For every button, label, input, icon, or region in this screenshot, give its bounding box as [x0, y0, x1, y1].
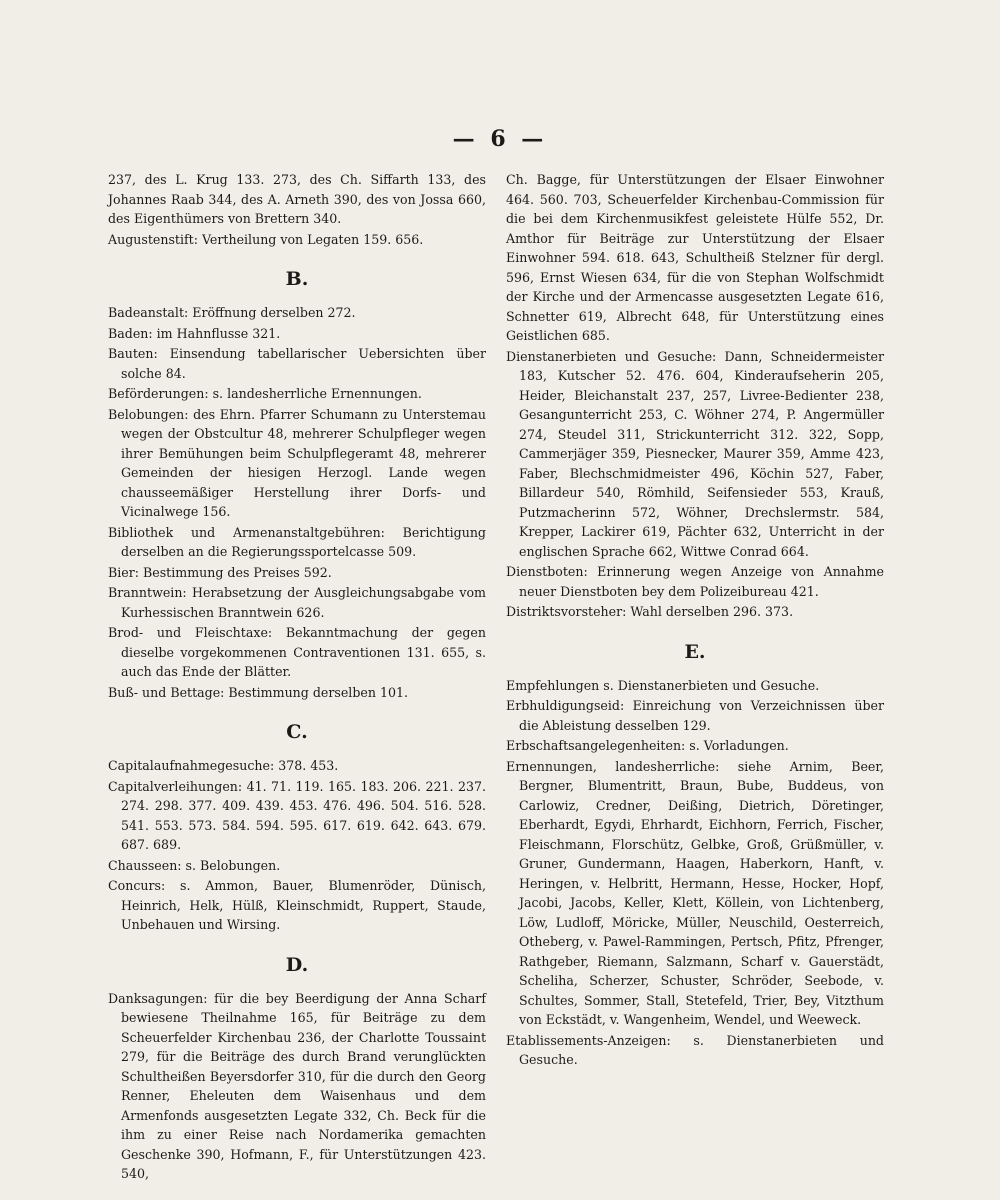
index-entry: Dienstboten: Erinnerung wegen Anzeige von Annahme neuer Dienstboten bey dem Polizeibureau 421.	[506, 564, 884, 599]
index-entry: Concurs: s. Ammon, Bauer, Blumenröder, Dünisch, Heinrich, Helk, Hülß, Kleinschmidt, Ruppert, Staude, Unbehauen und Wirsing.	[108, 878, 486, 932]
index-entry: Erbhuldigungseid: Einreichung von Verzeichnissen über die Ableistung desselben 129.	[506, 698, 884, 733]
index-entry: Brod- und Fleischtaxe: Bekanntmachung der gegen dieselbe vorgekommenen Contraventionen 131. 655, s. auch das Ende der Blätter.	[108, 625, 486, 679]
page-number: — 6 —	[452, 126, 548, 152]
index-entry: Bauten: Einsendung tabellarischer Uebersichten über solche 84.	[108, 346, 486, 381]
index-entry: Augustenstift: Vertheilung von Legaten 159. 656.	[108, 231, 424, 247]
section-letter: D.	[285, 953, 309, 976]
left-column	[108, 170, 486, 1185]
index-entry: Chausseen: s. Belobungen.	[108, 857, 281, 873]
index-entry: 237, des L. Krug 133. 273, des Ch. Siffarth 133, des Johannes Raab 344, des A. Arneth 390, des von Jossa 660, des Eigenthümers von Brettern 340.	[108, 172, 486, 226]
index-entry: Empfehlungen s. Dienstanerbieten und Gesuche.	[506, 677, 820, 693]
index-entry: Bibliothek und Armenanstaltgebühren: Berichtigung derselben an die Regierungssportelcasse 509.	[108, 524, 486, 559]
index-entry: Dienstanerbieten und Gesuche: Dann, Schneidermeister 183, Kutscher 52. 476. 604, Kinderaufseherin 205, Heider, Bleichanstalt 237, 257, Livree-Bedienter 238, Gesangunterricht 253, C. Wöhner 274, P. Angermüller 274, Steudel 311, Strickunterricht 312. 322, Sopp, Cammerjäger 359, Piesnecker, Maurer 359, Amme 423, Faber, Blechschmidmeister 496, Köchin 527, Faber, Billardeur 540, Römhild, Seifensieder 553, Krauß, Putzmacherinn 572, Wöhner, Drechslermstr. 584, Krepper, Lackirer 619, Pächter 632, Unterricht in der englischen Sprache 662, Wittwe Conrad 664.	[506, 348, 884, 559]
section-letter: E.	[684, 640, 706, 663]
index-entry: Beförderungen: s. landesherrliche Ernennungen.	[108, 386, 422, 401]
section-letter: B.	[285, 268, 309, 290]
right-column	[506, 170, 884, 1071]
index-entry: Badeanstalt: Eröffnung derselben 272.	[108, 305, 356, 320]
index-entry: Buß- und Bettage: Bestimmung derselben 101.	[108, 684, 408, 700]
index-entry: Bier: Bestimmung des Preises 592.	[108, 564, 332, 580]
section-letter: C.	[286, 721, 308, 743]
index-entry: Erbschaftsangelegenheiten: s. Vorladungen.	[506, 738, 789, 753]
index-entry: Capitalverleihungen: 41. 71. 119. 165. 183. 206. 221. 237. 274. 298. 377. 409. 439. 453. 476. 496. 504. 516. 528. 541. 553. 573. 584. 594. 595. 617. 619. 642. 643. 679. 687. 689.	[108, 778, 486, 852]
index-entry: Belobungen: des Ehrn. Pfarrer Schumann zu Unterstemau wegen der Obstcultur 48, mehrerer Schulpfleger wegen ihrer Bemühungen beim Schulpflegeramt 48, mehrerer Gemeinden der hiesigen Herzogl. Lande wegen chausseemäßiger Herstellung ihrer Dorfs- und Vicinalwege 156.	[108, 406, 486, 519]
index-entry: Etablissements-Anzeigen: s. Dienstanerbieten und Gesuche.	[506, 1032, 884, 1067]
index-entry: Distriktsvorsteher: Wahl derselben 296. 373.	[506, 604, 794, 619]
index-entry: Ernennungen, landesherrliche: siehe Arnim, Beer, Bergner, Blumentritt, Braun, Bube, Buddeus, von Carlowiz, Credner, Deißing, Dietrich, Döretinger, Eberhardt, Egydi, Ehrhardt, Eichhorn, Ferrich, Fischer, Fleischmann, Florschütz, Gelbke, Groß, Grüßmüller, v. Gruner, Gundermann, Haagen, Haberkorn, Hanft, v. Heringen, v. Helbritt, Hermann, Hesse, Hocker, Hopf, Jacobi, Jacobs, Keller, Klett, Köllein, von Lichtenberg, Löw, Ludloff, Möricke, Müller, Neuschild, Oesterreich, Otheberg, v. Pawel-Rammingen, Pertsch, Pfitz, Pfrenger, Rathgeber, Riemann, Salzmann, Scharf v. Gauerstädt, Scheliha, Scherzer, Schuster, Schröder, Seebode, v. Schultes, Sommer, Stall, Stetefeld, Trier, Bey, Vitzthum von Eckstädt, v. Wangenheim, Wendel, und Weeweck.	[506, 758, 884, 1027]
index-entry: Ch. Bagge, für Unterstützungen der Elsaer Einwohner 464. 560. 703, Scheuerfelder Kirchenbau-Commission für die bei dem Kirchenmusikfest geleistete Hülfe 552, Dr. Amthor für Beiträge zur Unterstützung der Elsaer Einwohner 594. 618. 643, Schultheiß Stelzner für dergl. 596, Ernst Wiesen 634, für die von Stephan Wolfschmidt der Kirche und der Armencasse ausgesetzten Legate 616, Schnetter 619, Albrecht 648, für Unterstützung eines Geistlichen 685.	[506, 172, 884, 343]
index-entry: Capitalaufnahmegesuche: 378. 453.	[108, 758, 339, 773]
index-entry: Baden: im Hahnflusse 321.	[108, 325, 281, 341]
index-entry: Danksagungen: für die bey Beerdigung der Anna Scharf bewiesene Theilnahme 165, für Beiträge zu dem Scheuerfelder Kirchenbau 236, der Charlotte Toussaint 279, für die Beiträge des durch Brand verunglückten Schultheißen Beyersdorfer 310, für die durch den Georg Renner, Eheleuten dem Waisenhaus und dem Armenfonds ausgesetzten Legate 332, Ch. Beck für die ihm zu einer Reise nach Nordamerika gemachten Geschenke 390, Hofmann, F., für Unterstützungen 423. 540,	[108, 990, 486, 1181]
index-entry: Branntwein: Herabsetzung der Ausgleichungsabgabe vom Kurhessischen Branntwein 626.	[108, 585, 486, 620]
